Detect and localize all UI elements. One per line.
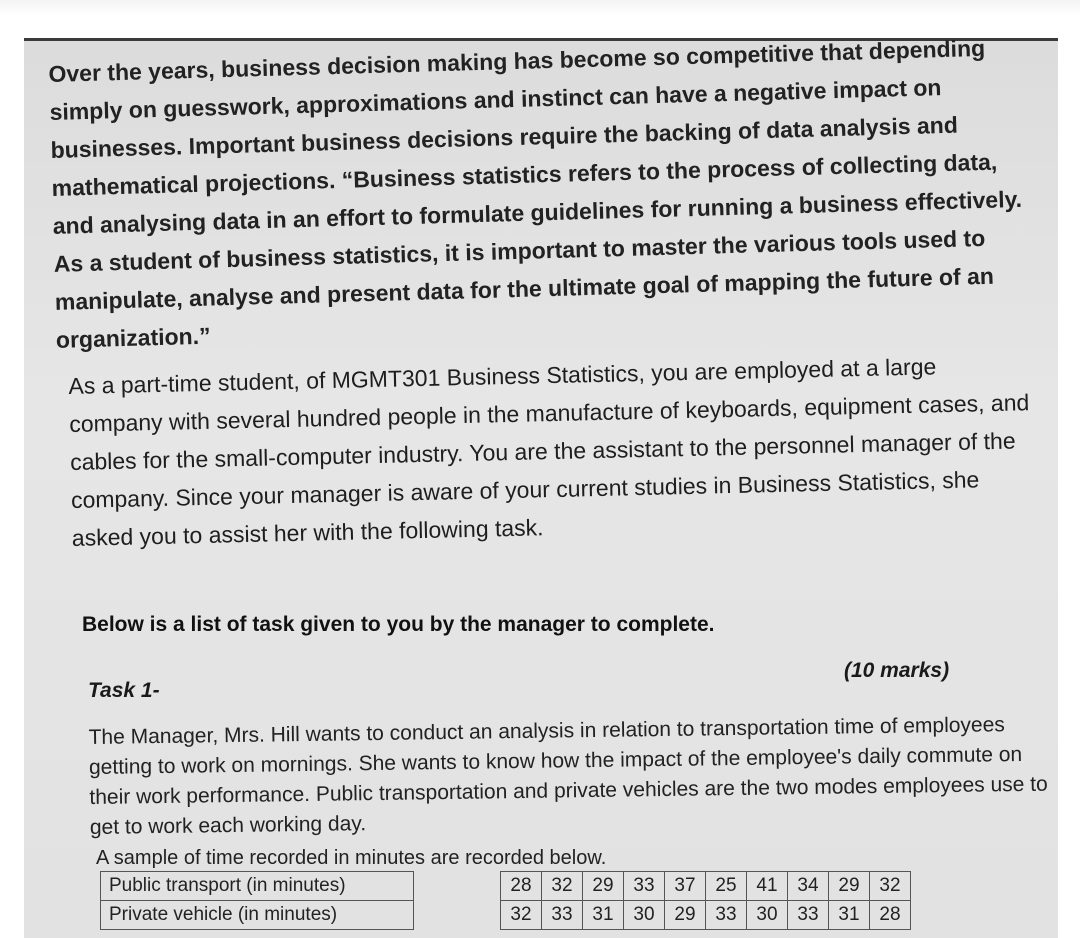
intro-paragraph: Over the years, business decision making has become so competitive that depending simply on guesswork, approximations and instinct can have a negative impact on businesses. Important business decisions require the backing of data analysis and mathematical projections. “Business statistics refers to the process of collecting data, and analysing data in an effort to formulate guidelines for running a business effectively. As a student of business statistics, it is important to master the various tools used to manipulate, analyse and present data for the ultimate goal of mapping the future of an organization.”	[48, 34, 1023, 353]
row-label: Public transport (in minutes)	[101, 872, 414, 901]
table-cell: 32	[542, 872, 583, 901]
table-cell: 33	[542, 901, 583, 930]
table-row	[101, 901, 911, 930]
table-cell: 33	[624, 872, 665, 901]
table-cell: 29	[665, 901, 706, 930]
table-cell: 25	[706, 872, 747, 901]
table-cell: 34	[788, 872, 829, 901]
table-cell: 29	[829, 872, 870, 901]
document-photo	[24, 34, 1058, 938]
context-paragraph: As a part-time student, of MGMT301 Business Statistics, you are employed at a large company with several hundred people in the manufacture of keyboards, equipment cases, and cables for the small-computer industry. You are the assistant to the personnel manager of the company. Since your manager is aware of your current studies in Business Statistics, she asked you to assist her with the following task.	[68, 353, 1030, 551]
task-title: Task 1-	[88, 679, 160, 702]
sample-caption: A sample of time recorded in minutes are recorded below.	[96, 847, 607, 869]
task-body-text: The Manager, Mrs. Hill wants to conduct an analysis in relation to transportation time of employees getting to work on mornings. She wants to know how the impact of the employee's daily commute on their work performance. Public transportation and private vehicles are the two modes employees use to get to work each working day.	[88, 713, 1048, 839]
table-cell: 41	[747, 872, 788, 901]
table-cell: 28	[501, 872, 542, 901]
row-label: Private vehicle (in minutes)	[101, 901, 414, 930]
top-bar	[0, 0, 1080, 16]
table-cell: 29	[583, 872, 624, 901]
table-cell: 30	[624, 901, 665, 930]
table-cell: 37	[665, 872, 706, 901]
table-cell: 33	[706, 901, 747, 930]
table-cell: 32	[501, 901, 542, 930]
task-marks: (10 marks)	[844, 659, 950, 682]
table-cell: 32	[870, 872, 911, 901]
task-description	[88, 680, 1050, 843]
table-cell: 31	[583, 901, 624, 930]
table-row	[101, 872, 911, 901]
table-cell: 28	[870, 901, 911, 930]
commute-time-table	[100, 871, 911, 930]
table-cell: 30	[747, 901, 788, 930]
table-cell: 31	[829, 901, 870, 930]
task-list-heading: Below is a list of task given to you by the manager to complete.	[82, 613, 715, 636]
table-cell: 33	[788, 901, 829, 930]
